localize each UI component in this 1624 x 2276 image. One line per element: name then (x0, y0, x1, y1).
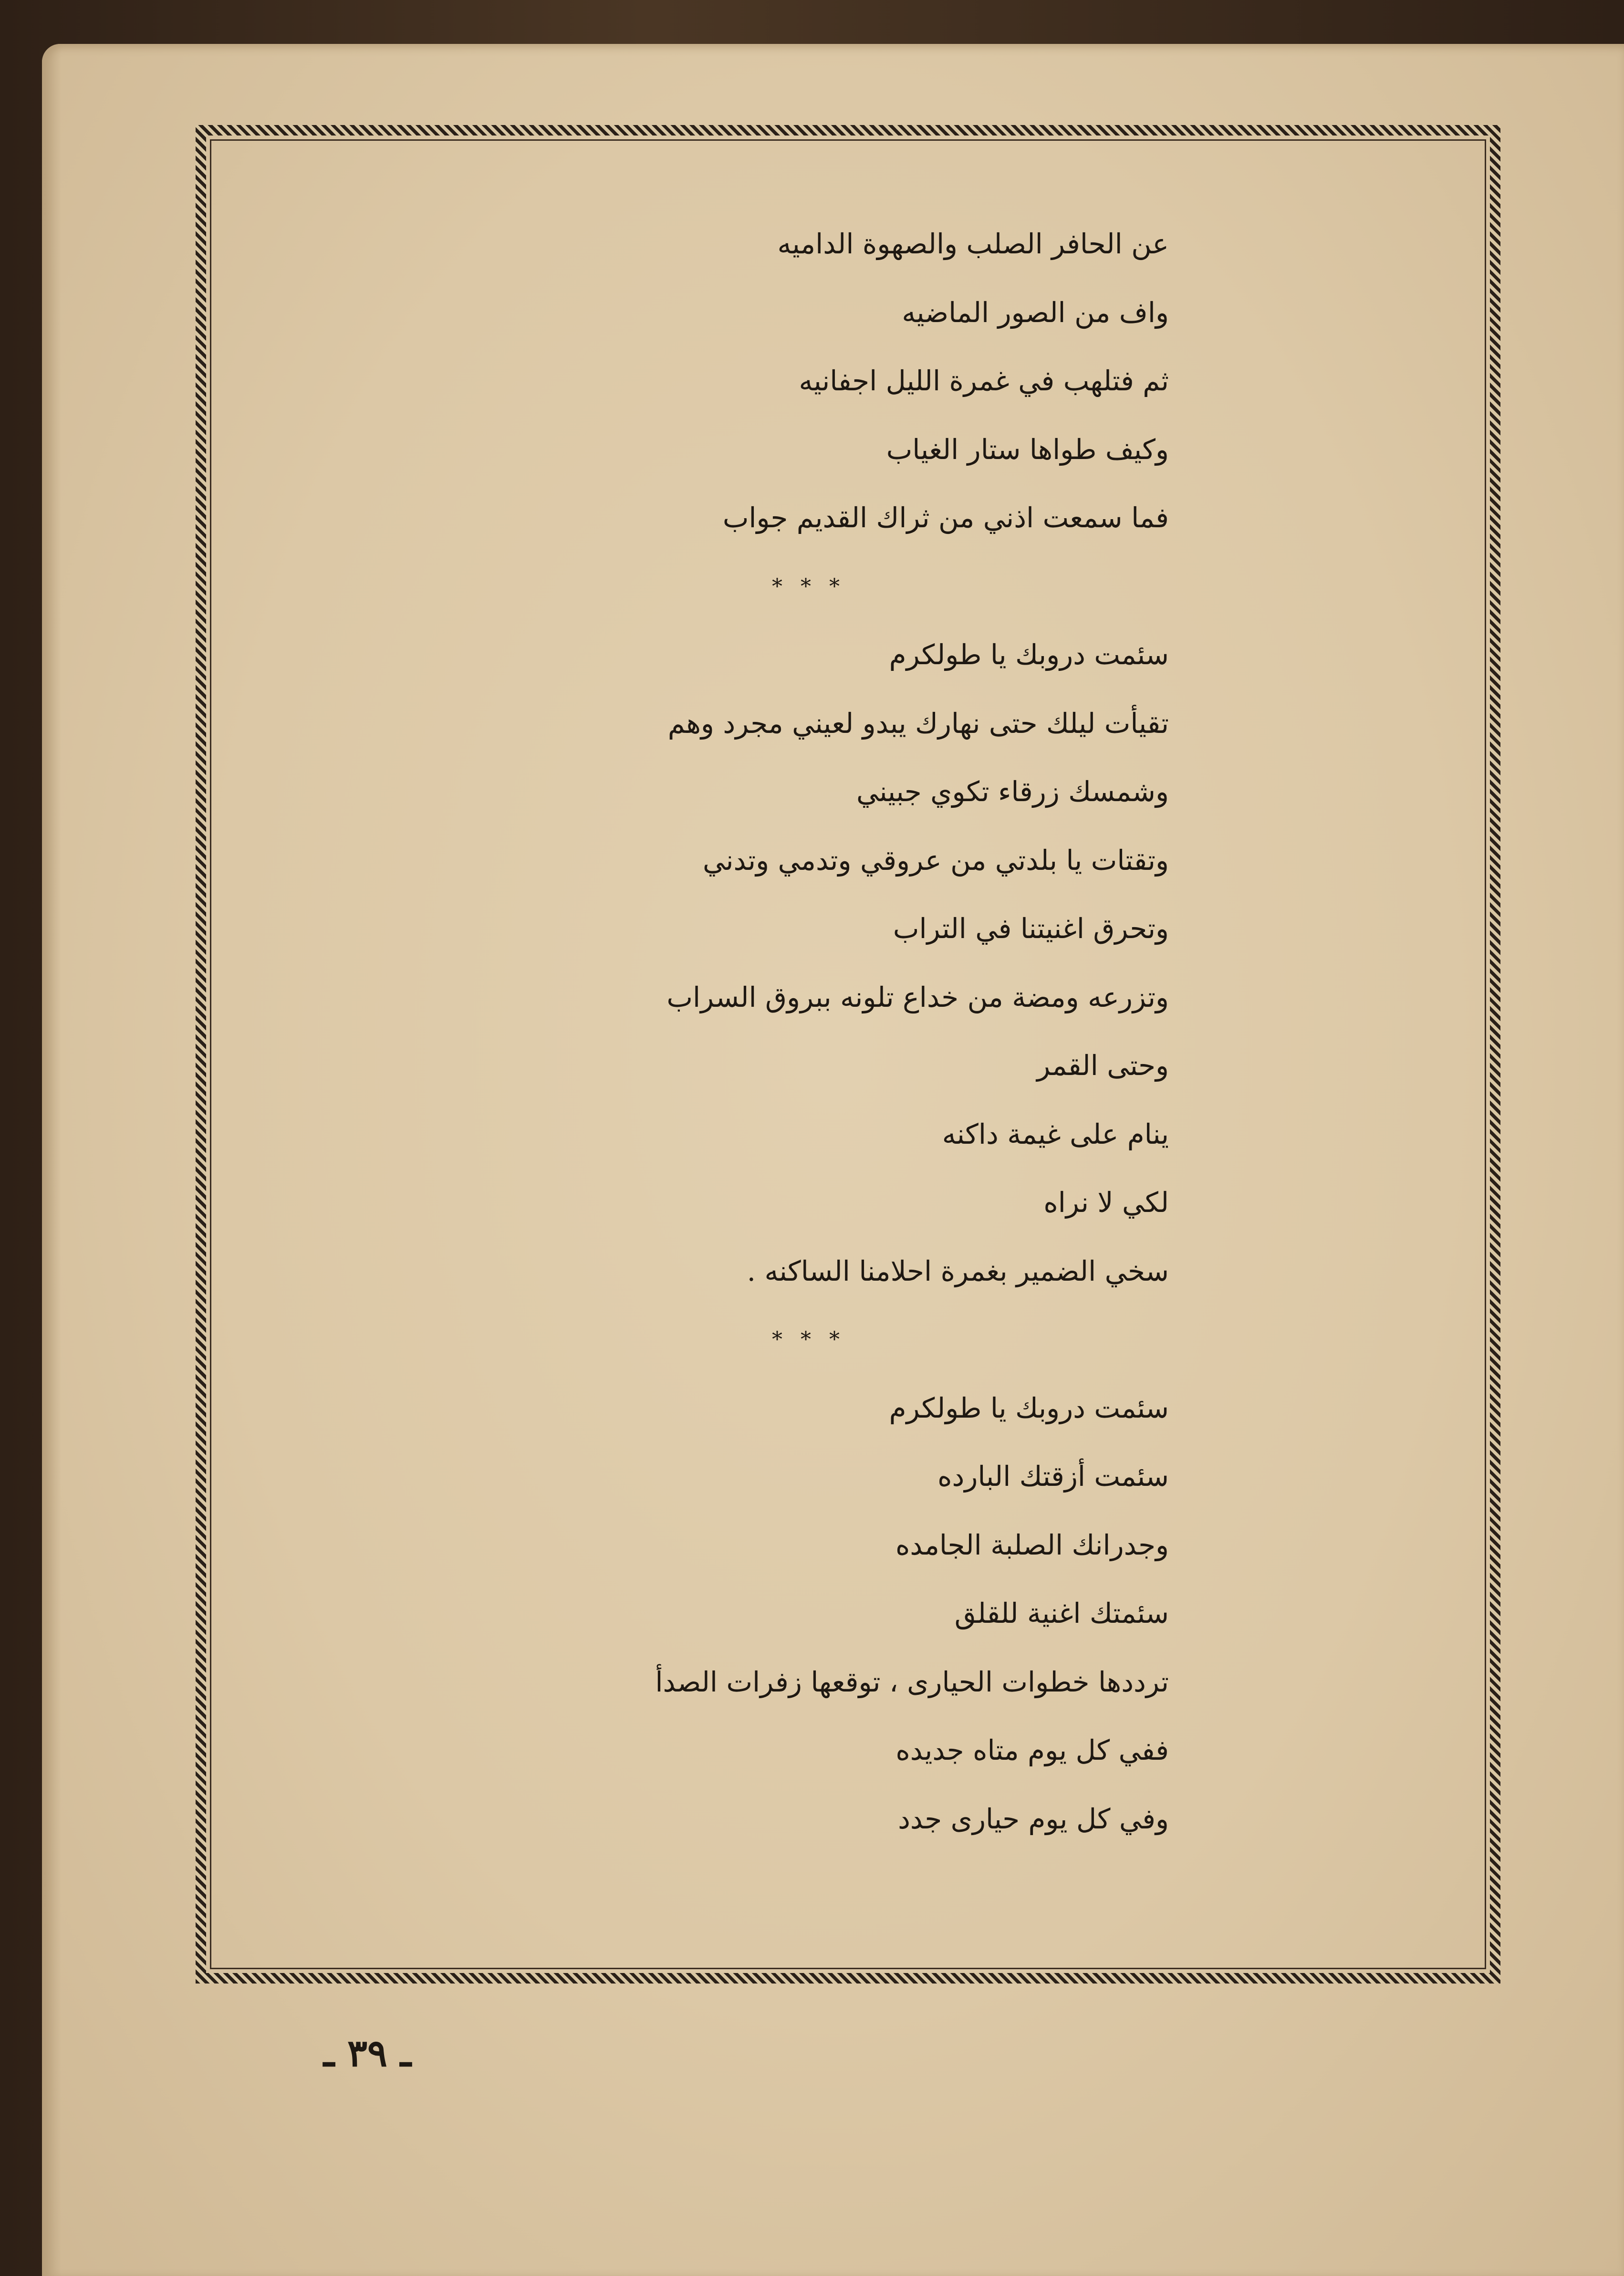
stanza-separator: * * * (772, 574, 845, 599)
poem-line: سئمت أزقتك البارده (937, 1460, 1169, 1493)
poem-line: ففي كل يوم متاه جديده (895, 1734, 1169, 1766)
poem-line: وكيف طواها ستار الغياب (886, 433, 1169, 466)
stanza-3 (549, 1374, 1169, 1854)
poem-line: عن الحافر الصلب والصهوة الداميه (777, 228, 1169, 260)
poem-line: سئمتك اغنية للقلق (954, 1597, 1169, 1629)
page-number: ـ ٣٩ ـ (323, 2032, 411, 2075)
stanza-separator: * * * (772, 1327, 845, 1352)
poem-line: وحتى القمر (1037, 1049, 1169, 1082)
poem-line: ينام على غيمة داكنه (942, 1117, 1169, 1150)
poem-line: واف من الصور الماضيه (902, 296, 1169, 329)
stanza-2 (549, 621, 1169, 1305)
poem-body (549, 210, 1169, 1853)
poem-line: وتقتات يا بلدتي من عروقي وتدمي وتدني (703, 844, 1169, 877)
poem-line: وفي كل يوم حيارى جدد (898, 1802, 1169, 1835)
poem-line: لكي لا نراه (1043, 1186, 1169, 1219)
stanza-1 (549, 210, 1169, 553)
poem-line: وشمسك زرقاء تكوي جبيني (856, 775, 1169, 808)
poem-line: ترددها خطوات الحيارى ، توقعها زفرات الصدأ (655, 1665, 1169, 1698)
poem-line: وجدرانك الصلبة الجامده (895, 1528, 1169, 1561)
poem-line: سئمت دروبك يا طولكرم (889, 638, 1169, 671)
poem-line: سخي الضمير بغمرة احلامنا الساكنه . (747, 1254, 1169, 1287)
page-edge-shadow (42, 44, 61, 2276)
poem-line: وتزرعه ومضة من خداع تلونه ببروق السراب (666, 981, 1169, 1013)
poem-line: ثم فتلهب في غمرة الليل اجفانيه (799, 365, 1169, 397)
poem-line: فما سمعت اذني من ثراك القديم جواب (722, 501, 1169, 534)
poem-line: وتحرق اغنيتنا في التراب (893, 912, 1169, 945)
poem-line: سئمت دروبك يا طولكرم (889, 1391, 1169, 1424)
poem-line: تقيأت ليلك حتى نهارك يبدو لعيني مجرد وهم (667, 707, 1169, 740)
